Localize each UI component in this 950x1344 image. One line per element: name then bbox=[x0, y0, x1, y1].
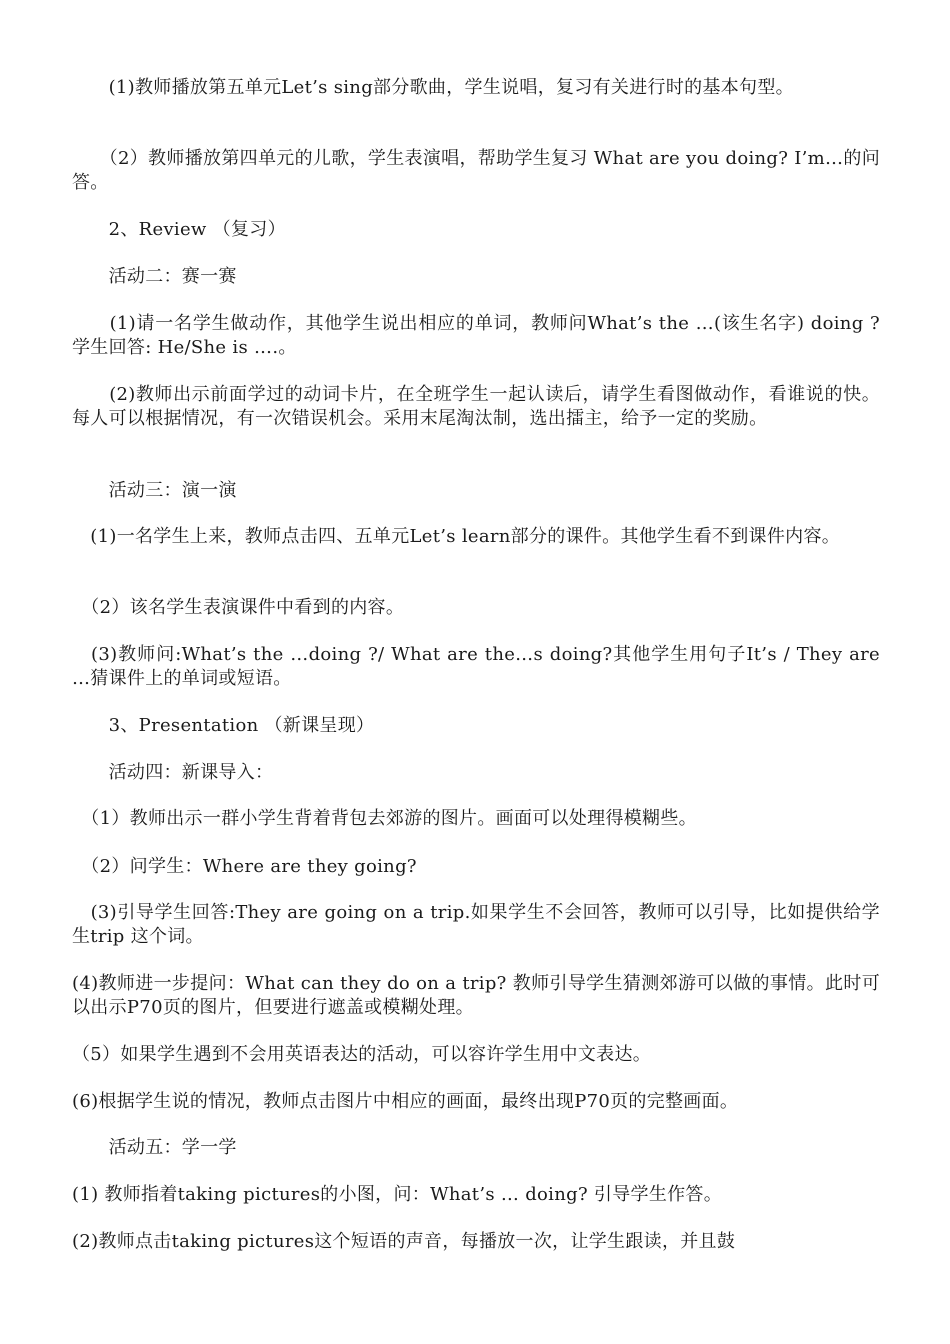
paragraph: (2)教师出示前面学过的动词卡片，在全班学生一起认读后，请学生看图做动作，看谁说的快。每人可以根据情况，有一次错误机会。采用末尾淘汰制，选出擂主，给予一定的奖励。 bbox=[72, 384, 880, 429]
paragraph: (3)教师问:What’s the …doing ?/ What are the…s doing?其他学生用句子It’s / They are …猜课件上的单词或短语。 bbox=[72, 644, 880, 689]
paragraph: (6)根据学生说的情况，教师点击图片中相应的画面，最终出现P70页的完整画面。 bbox=[72, 1091, 739, 1112]
paragraph: 3、Presentation （新课呈现） bbox=[72, 715, 375, 736]
paragraph: （2）问学生：Where are they going? bbox=[72, 856, 417, 877]
paragraph: (1)请一名学生做动作，其他学生说出相应的单词，教师问What’s the …(该生名字) doing ? 学生回答: He/She is ….。 bbox=[72, 313, 880, 358]
paragraph: 活动三：演一演 bbox=[72, 480, 237, 501]
paragraph: (1)教师播放第五单元Let’s sing部分歌曲，学生说唱，复习有关进行时的基本句型。 bbox=[72, 77, 794, 98]
paragraph: （2）教师播放第四单元的儿歌，学生表演唱，帮助学生复习 What are you doing? I’m…的问答。 bbox=[72, 148, 880, 193]
paragraph: (1) 教师指着taking pictures的小图，问：What’s … doing? 引导学生作答。 bbox=[72, 1184, 723, 1205]
paragraph: (3)引导学生回答:They are going on a trip.如果学生不会回答，教师可以引导，比如提供给学生trip 这个词。 bbox=[72, 902, 880, 947]
paragraph: （1）教师出示一群小学生背着背包去郊游的图片。画面可以处理得模糊些。 bbox=[72, 808, 697, 829]
paragraph: （2）该名学生表演课件中看到的内容。 bbox=[72, 597, 405, 618]
paragraph: 活动四：新课导入： bbox=[72, 762, 274, 783]
paragraph: （5）如果学生遇到不会用英语表达的活动，可以容许学生用中文表达。 bbox=[72, 1044, 652, 1065]
paragraph: 2、Review （复习） bbox=[72, 219, 286, 240]
paragraph: 活动五：学一学 bbox=[72, 1137, 237, 1158]
paragraph: (4)教师进一步提问：What can they do on a trip? 教师引导学生猜测郊游可以做的事情。此时可以出示P70页的图片，但要进行遮盖或模糊处理。 bbox=[72, 973, 880, 1018]
paragraph: (1)一名学生上来，教师点击四、五单元Let’s learn部分的课件。其他学生看不到课件内容。 bbox=[72, 526, 841, 547]
paragraph: (2)教师点击taking pictures这个短语的声音，每播放一次，让学生跟读，并且鼓 bbox=[72, 1231, 736, 1252]
paragraph: 活动二：赛一赛 bbox=[72, 266, 237, 287]
